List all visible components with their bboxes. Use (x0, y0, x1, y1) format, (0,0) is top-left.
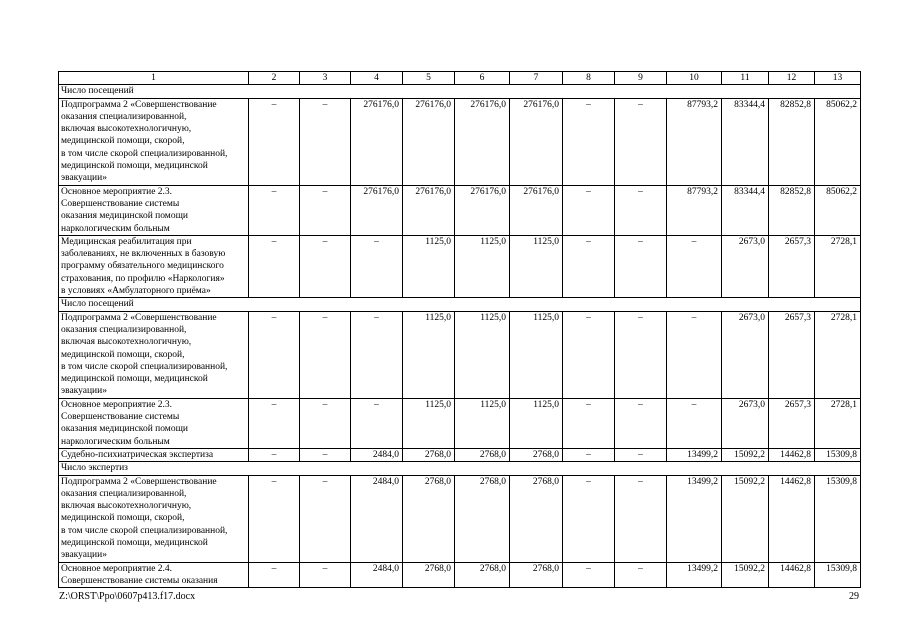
row-name-cell: Судебно-психиатрическая экспертиза (59, 448, 249, 461)
value-cell: – (300, 311, 351, 398)
value-cell: – (249, 475, 300, 562)
table-body (59, 72, 861, 588)
value-cell: 1125,0 (455, 398, 510, 448)
value-cell: – (563, 562, 615, 588)
value-cell: – (300, 235, 351, 297)
value-cell: 2484,0 (351, 475, 403, 562)
value-cell: 276176,0 (351, 98, 403, 185)
value-cell: 83344,4 (722, 98, 769, 185)
value-cell: 2657,3 (769, 235, 815, 297)
value-cell: 276176,0 (351, 185, 403, 235)
column-number-cell: 11 (722, 72, 769, 85)
column-number-cell: 13 (815, 72, 861, 85)
value-cell: 2728,1 (815, 235, 861, 297)
value-cell: 14462,8 (769, 475, 815, 562)
value-cell: 2768,0 (455, 562, 510, 588)
value-cell: 15092,2 (722, 475, 769, 562)
value-cell: – (615, 98, 667, 185)
table-row (59, 398, 861, 448)
value-cell: – (300, 448, 351, 461)
value-cell: – (249, 398, 300, 448)
value-cell: 2768,0 (510, 448, 563, 461)
value-cell: – (249, 185, 300, 235)
value-cell: 1125,0 (403, 235, 455, 297)
value-cell: 15092,2 (722, 448, 769, 461)
value-cell: – (249, 98, 300, 185)
section-row (59, 462, 861, 475)
value-cell: 87793,2 (667, 98, 722, 185)
value-cell: – (351, 235, 403, 297)
value-cell: 2768,0 (510, 475, 563, 562)
value-cell: 14462,8 (769, 562, 815, 588)
section-label: Число посещений (59, 85, 861, 98)
value-cell: – (351, 398, 403, 448)
row-name-cell: Подпрограмма 2 «Совершенствование оказания специализированной, включая высокотехнологичную, медицинской помощи, скорой, в том числе скорой специализированной, медицинской помощи, медицинской эвакуации» (59, 475, 249, 562)
table-row (59, 235, 861, 297)
column-number-cell: 10 (667, 72, 722, 85)
value-cell: 82852,8 (769, 98, 815, 185)
value-cell: – (615, 398, 667, 448)
column-number-cell: 6 (455, 72, 510, 85)
value-cell: – (615, 235, 667, 297)
section-row (59, 298, 861, 311)
value-cell: – (300, 398, 351, 448)
section-label: Число посещений (59, 298, 861, 311)
value-cell: – (300, 98, 351, 185)
value-cell: 15309,8 (815, 562, 861, 588)
column-number-cell: 5 (403, 72, 455, 85)
column-number-cell: 1 (59, 72, 249, 85)
value-cell: 13499,2 (667, 475, 722, 562)
column-number-cell: 7 (510, 72, 563, 85)
value-cell: 2768,0 (403, 448, 455, 461)
value-cell: – (615, 311, 667, 398)
section-label: Число экспертиз (59, 462, 861, 475)
value-cell: 2657,3 (769, 398, 815, 448)
file-path: Z:\ORST\Ppo\0607p413.f17.docx (59, 591, 196, 602)
value-cell: – (563, 311, 615, 398)
value-cell: 15309,8 (815, 448, 861, 461)
value-cell: 2728,1 (815, 311, 861, 398)
value-cell: 15092,2 (722, 562, 769, 588)
value-cell: – (563, 185, 615, 235)
row-name-cell: Подпрограмма 2 «Совершенствование оказания специализированной, включая высокотехнологичную, медицинской помощи, скорой, в том числе скорой специализированной, медицинской помощи, медицинской эвакуации» (59, 311, 249, 398)
table-row (59, 185, 861, 235)
value-cell: 1125,0 (455, 311, 510, 398)
table-row (59, 311, 861, 398)
value-cell: – (249, 311, 300, 398)
value-cell: 276176,0 (403, 185, 455, 235)
value-cell: – (249, 562, 300, 588)
column-number-cell: 2 (249, 72, 300, 85)
value-cell: 276176,0 (510, 98, 563, 185)
value-cell: – (249, 235, 300, 297)
value-cell: 1125,0 (510, 311, 563, 398)
value-cell: 276176,0 (403, 98, 455, 185)
value-cell: – (563, 398, 615, 448)
value-cell: 276176,0 (455, 185, 510, 235)
column-number-cell: 3 (300, 72, 351, 85)
column-number-cell: 4 (351, 72, 403, 85)
value-cell: – (667, 398, 722, 448)
value-cell: – (249, 448, 300, 461)
value-cell: – (563, 448, 615, 461)
program-table (58, 71, 861, 588)
row-name-cell: Основное мероприятие 2.3. Совершенствование системы оказания медицинской помощи наркологическим больным (59, 185, 249, 235)
page-number: 29 (849, 591, 859, 602)
value-cell: 85062,2 (815, 98, 861, 185)
value-cell: – (615, 185, 667, 235)
row-name-cell: Основное мероприятие 2.4. Совершенствование системы оказания (59, 562, 249, 588)
value-cell: 1125,0 (455, 235, 510, 297)
value-cell: – (300, 562, 351, 588)
value-cell: 2673,0 (722, 235, 769, 297)
value-cell: 2728,1 (815, 398, 861, 448)
value-cell: 1125,0 (510, 235, 563, 297)
value-cell: – (300, 475, 351, 562)
value-cell: – (563, 235, 615, 297)
value-cell: 15309,8 (815, 475, 861, 562)
value-cell: 2768,0 (455, 448, 510, 461)
row-name-cell: Медицинская реабилитация при заболеваниях, не включенных в базовую программу обязательного медицинского страхования, по профилю «Наркология» в условиях «Амбулаторного приёма» (59, 235, 249, 297)
column-number-row (59, 72, 861, 85)
section-row (59, 85, 861, 98)
value-cell: – (667, 235, 722, 297)
value-cell: 2673,0 (722, 311, 769, 398)
value-cell: – (615, 448, 667, 461)
value-cell: 87793,2 (667, 185, 722, 235)
value-cell: 2768,0 (510, 562, 563, 588)
value-cell: – (615, 475, 667, 562)
table-row (59, 98, 861, 185)
value-cell: 2673,0 (722, 398, 769, 448)
column-number-cell: 9 (615, 72, 667, 85)
table-row (59, 448, 861, 461)
value-cell: 14462,8 (769, 448, 815, 461)
value-cell: 276176,0 (455, 98, 510, 185)
value-cell: – (300, 185, 351, 235)
value-cell: 83344,4 (722, 185, 769, 235)
value-cell: 276176,0 (510, 185, 563, 235)
value-cell: 2484,0 (351, 562, 403, 588)
value-cell: – (563, 475, 615, 562)
row-name-cell: Основное мероприятие 2.3. Совершенствование системы оказания медицинской помощи наркологическим больным (59, 398, 249, 448)
table-row (59, 562, 861, 588)
value-cell: – (615, 562, 667, 588)
value-cell: 2484,0 (351, 448, 403, 461)
value-cell: – (667, 311, 722, 398)
value-cell: 13499,2 (667, 448, 722, 461)
value-cell: 2657,3 (769, 311, 815, 398)
value-cell: 13499,2 (667, 562, 722, 588)
column-number-cell: 12 (769, 72, 815, 85)
value-cell: 2768,0 (403, 562, 455, 588)
value-cell: 85062,2 (815, 185, 861, 235)
table-row (59, 475, 861, 562)
value-cell: 2768,0 (455, 475, 510, 562)
column-number-cell: 8 (563, 72, 615, 85)
row-name-cell: Подпрограмма 2 «Совершенствование оказания специализированной, включая высокотехнологичную, медицинской помощи, скорой, в том числе скорой специализированной, медицинской помощи, медицинской эвакуации» (59, 98, 249, 185)
value-cell: – (563, 98, 615, 185)
value-cell: 1125,0 (510, 398, 563, 448)
value-cell: – (351, 311, 403, 398)
value-cell: 1125,0 (403, 398, 455, 448)
value-cell: 82852,8 (769, 185, 815, 235)
value-cell: 2768,0 (403, 475, 455, 562)
value-cell: 1125,0 (403, 311, 455, 398)
